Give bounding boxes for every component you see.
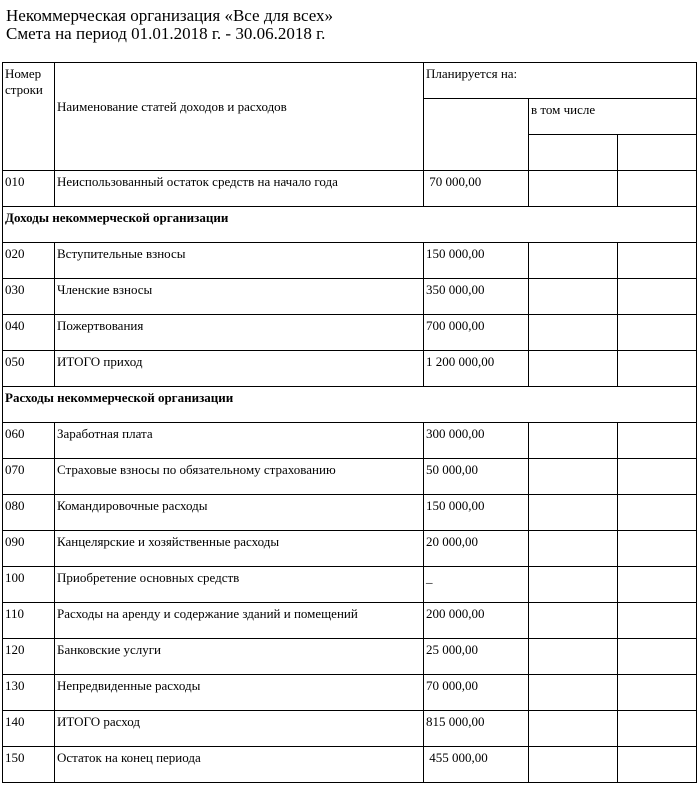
planned-amount: 200 000,00 [424,603,529,639]
including-cell [529,495,618,531]
row-number: 130 [3,675,55,711]
row-number: 080 [3,495,55,531]
including-cell [618,747,697,783]
organization-title: Некоммерческая организация «Все для всех» [6,6,334,25]
including-cell [618,531,697,567]
including-cell [529,423,618,459]
table-row [3,171,697,207]
table-row [3,711,697,747]
including-cell [618,603,697,639]
header-including: в том числе [529,99,697,135]
item-name: Заработная плата [55,423,424,459]
including-cell [618,639,697,675]
header-row-number: Номер строки [3,63,55,171]
table-row [3,495,697,531]
table-row [3,459,697,495]
table-row [3,351,697,387]
row-number: 060 [3,423,55,459]
budget-table [2,62,697,783]
table-row [3,567,697,603]
section-row [3,207,697,243]
table-row [3,531,697,567]
row-number: 010 [3,171,55,207]
row-number: 070 [3,459,55,495]
item-name: Членские взносы [55,279,424,315]
row-number: 140 [3,711,55,747]
including-cell [529,747,618,783]
item-name: ИТОГО расход [55,711,424,747]
item-name: Остаток на конец периода [55,747,424,783]
table-row [3,315,697,351]
item-name: Приобретение основных средств [55,567,424,603]
item-name: Командировочные расходы [55,495,424,531]
including-cell [529,243,618,279]
row-number: 150 [3,747,55,783]
including-cell [618,315,697,351]
row-number: 050 [3,351,55,387]
including-cell [529,567,618,603]
planned-amount: 150 000,00 [424,495,529,531]
header-item-name: Наименование статей доходов и расходов [55,63,424,171]
row-number: 100 [3,567,55,603]
item-name: Расходы на аренду и содержание зданий и помещений [55,603,424,639]
including-cell [618,459,697,495]
table-row [3,639,697,675]
planned-amount: 1 200 000,00 [424,351,529,387]
row-number: 090 [3,531,55,567]
header-row [3,63,697,99]
row-number: 120 [3,639,55,675]
including-cell [618,423,697,459]
including-cell [529,351,618,387]
including-cell [529,675,618,711]
including-cell [618,243,697,279]
header-sub-2 [618,135,697,171]
item-name: ИТОГО приход [55,351,424,387]
planned-amount: 350 000,00 [424,279,529,315]
including-cell [529,711,618,747]
item-name: Непредвиденные расходы [55,675,424,711]
including-cell [529,279,618,315]
planned-amount: 25 000,00 [424,639,529,675]
item-name: Страховые взносы по обязательному страхованию [55,459,424,495]
including-cell [618,711,697,747]
section-row [3,387,697,423]
including-cell [618,675,697,711]
including-cell [618,171,697,207]
planned-amount: 50 000,00 [424,459,529,495]
item-name: Вступительные взносы [55,243,424,279]
including-cell [529,459,618,495]
planned-amount: 815 000,00 [424,711,529,747]
table-row [3,243,697,279]
planned-amount: 70 000,00 [424,675,529,711]
including-cell [529,603,618,639]
including-cell [529,171,618,207]
planned-amount: _ [424,567,529,603]
planned-amount: 150 000,00 [424,243,529,279]
section-title: Расходы некоммерческой организации [3,387,697,423]
including-cell [618,351,697,387]
table-row [3,603,697,639]
including-cell [618,567,697,603]
including-cell [618,495,697,531]
item-name: Канцелярские и хозяйственные расходы [55,531,424,567]
table-row [3,675,697,711]
including-cell [529,639,618,675]
header-planned-total [424,99,529,171]
including-cell [618,279,697,315]
planned-amount: 70 000,00 [424,171,529,207]
table-row [3,747,697,783]
row-number: 030 [3,279,55,315]
planned-amount: 300 000,00 [424,423,529,459]
item-name: Неиспользованный остаток средств на начало года [55,171,424,207]
planned-amount: 455 000,00 [424,747,529,783]
planned-amount: 700 000,00 [424,315,529,351]
including-cell [529,315,618,351]
row-number: 020 [3,243,55,279]
section-title: Доходы некоммерческой организации [3,207,697,243]
including-cell [529,531,618,567]
header-sub-1 [529,135,618,171]
planned-amount: 20 000,00 [424,531,529,567]
period-title: Смета на период 01.01.2018 г. - 30.06.2018 г. [6,24,326,43]
table-row [3,279,697,315]
header-planned: Планируется на: [424,63,697,99]
item-name: Банковские услуги [55,639,424,675]
item-name: Пожертвования [55,315,424,351]
table-row [3,423,697,459]
row-number: 040 [3,315,55,351]
row-number: 110 [3,603,55,639]
